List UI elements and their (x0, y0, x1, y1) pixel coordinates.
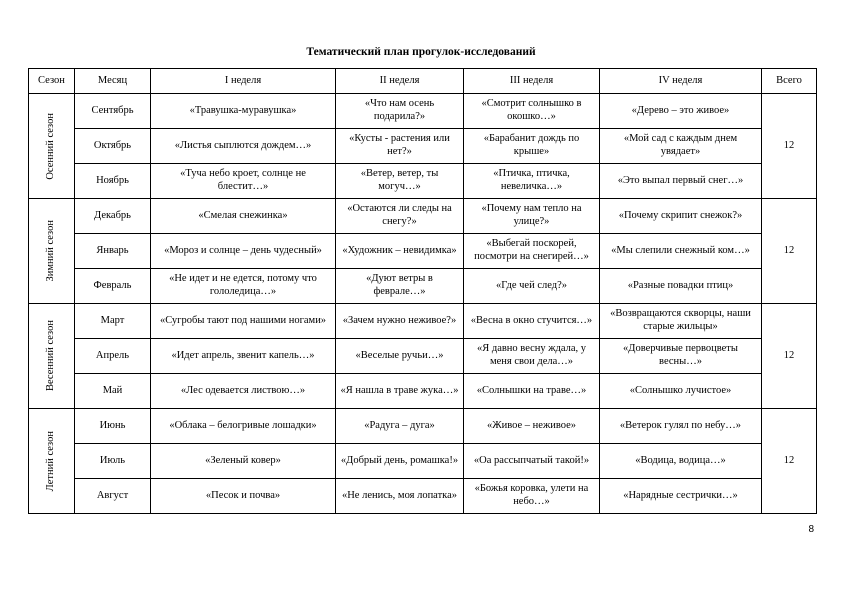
week-3-cell: «Весна в окно стучится…» (464, 304, 600, 339)
season-winter (29, 199, 75, 304)
week-1-cell: «Смелая снежинка» (151, 199, 336, 234)
month-cell: Сентябрь (75, 94, 151, 129)
week-1-cell: «Зеленый ковер» (151, 444, 336, 479)
week-4-cell: «Мы слепили снежный ком…» (600, 234, 762, 269)
week-4-cell: «Дерево – это живое» (600, 94, 762, 129)
week-2-cell: «Дуют ветры в феврале…» (336, 269, 464, 304)
week-2-cell: «Зачем нужно неживое?» (336, 304, 464, 339)
week-1-cell: «Песок и почва» (151, 479, 336, 514)
season-label: Зимний сезон (45, 220, 57, 282)
total-cell: 12 (762, 94, 817, 199)
week-4-cell: «Ветерок гулял по небу…» (600, 409, 762, 444)
table-row (29, 444, 817, 479)
table-row (29, 374, 817, 409)
week-4-cell: «Доверчивые первоцветы весны…» (600, 339, 762, 374)
header-week-2: II неделя (336, 69, 464, 94)
month-cell: Июнь (75, 409, 151, 444)
walks-plan-table (28, 68, 817, 514)
season-spring (29, 304, 75, 409)
month-cell: Май (75, 374, 151, 409)
header-week-4: IV неделя (600, 69, 762, 94)
week-1-cell: «Лес одевается листвою…» (151, 374, 336, 409)
total-cell: 12 (762, 304, 817, 409)
header-total: Всего (762, 69, 817, 94)
table-row (29, 199, 817, 234)
season-label: Летний сезон (45, 430, 57, 492)
month-cell: Февраль (75, 269, 151, 304)
table-row (29, 269, 817, 304)
week-2-cell: «Веселые ручьи…» (336, 339, 464, 374)
month-cell: Апрель (75, 339, 151, 374)
week-2-cell: «Остаются ли следы на снегу?» (336, 199, 464, 234)
week-1-cell: «Мороз и солнце – день чудесный» (151, 234, 336, 269)
week-3-cell: «Оа рассыпчатый такой!» (464, 444, 600, 479)
week-3-cell: «Божья коровка, улети на небо…» (464, 479, 600, 514)
header-season: Сезон (29, 69, 75, 94)
season-summer (29, 409, 75, 514)
week-2-cell: «Не ленись, моя лопатка» (336, 479, 464, 514)
total-cell: 12 (762, 409, 817, 514)
week-3-cell: «Выбегай поскорей, посмотри на снегирей…» (464, 234, 600, 269)
week-2-cell: «Что нам осень подарила?» (336, 94, 464, 129)
table-row (29, 164, 817, 199)
month-cell: Декабрь (75, 199, 151, 234)
week-1-cell: «Сугробы тают под нашими ногами» (151, 304, 336, 339)
season-autumn (29, 94, 75, 199)
week-3-cell: «Я давно весну ждала, у меня свои дела…» (464, 339, 600, 374)
week-2-cell: «Художник – невидимка» (336, 234, 464, 269)
week-1-cell: «Листья сыплются дождем…» (151, 129, 336, 164)
header-week-1: I неделя (151, 69, 336, 94)
total-cell: 12 (762, 199, 817, 304)
week-4-cell: «Возвращаются скворцы, наши старые жильцы» (600, 304, 762, 339)
table-row (29, 339, 817, 374)
week-2-cell: «Я нашла в траве жука…» (336, 374, 464, 409)
week-1-cell: «Туча небо кроет, солнце не блестит…» (151, 164, 336, 199)
week-3-cell: «Где чей след?» (464, 269, 600, 304)
week-2-cell: «Радуга – дуга» (336, 409, 464, 444)
week-3-cell: «Барабанит дождь по крыше» (464, 129, 600, 164)
table-header-row (29, 69, 817, 94)
month-cell: Ноябрь (75, 164, 151, 199)
week-4-cell: «Это выпал первый снег…» (600, 164, 762, 199)
month-cell: Июль (75, 444, 151, 479)
week-1-cell: «Идет апрель, звенит капель…» (151, 339, 336, 374)
week-3-cell: «Почему нам тепло на улице?» (464, 199, 600, 234)
table-row (29, 234, 817, 269)
month-cell: Январь (75, 234, 151, 269)
table-row (29, 479, 817, 514)
week-4-cell: «Солнышко лучистое» (600, 374, 762, 409)
document-title: Тематический план прогулок-исследований (306, 46, 536, 58)
table-row (29, 304, 817, 339)
week-4-cell: «Нарядные сестрички…» (600, 479, 762, 514)
week-3-cell: «Живое – неживое» (464, 409, 600, 444)
week-3-cell: «Птичка, птичка, невеличка…» (464, 164, 600, 199)
week-1-cell: «Травушка-муравушка» (151, 94, 336, 129)
week-2-cell: «Добрый день, ромашка!» (336, 444, 464, 479)
week-2-cell: «Кусты - растения или нет?» (336, 129, 464, 164)
week-2-cell: «Ветер, ветер, ты могуч…» (336, 164, 464, 199)
week-4-cell: «Почему скрипит снежок?» (600, 199, 762, 234)
week-1-cell: «Облака – белогривые лошадки» (151, 409, 336, 444)
table-row (29, 129, 817, 164)
month-cell: Март (75, 304, 151, 339)
season-label: Весенний сезон (45, 320, 57, 392)
week-4-cell: «Водица, водица…» (600, 444, 762, 479)
header-week-3: III неделя (464, 69, 600, 94)
week-3-cell: «Солнышки на траве…» (464, 374, 600, 409)
week-4-cell: «Мой сад с каждым днем увядает» (600, 129, 762, 164)
header-month: Месяц (75, 69, 151, 94)
page-number: 8 (808, 524, 814, 535)
table-row (29, 409, 817, 444)
week-3-cell: «Смотрит солнышко в окошко…» (464, 94, 600, 129)
month-cell: Октябрь (75, 129, 151, 164)
week-4-cell: «Разные повадки птиц» (600, 269, 762, 304)
table-row (29, 94, 817, 129)
week-1-cell: «Не идет и не едется, потому что гололедица…» (151, 269, 336, 304)
month-cell: Август (75, 479, 151, 514)
season-label: Осенний сезон (45, 112, 57, 180)
